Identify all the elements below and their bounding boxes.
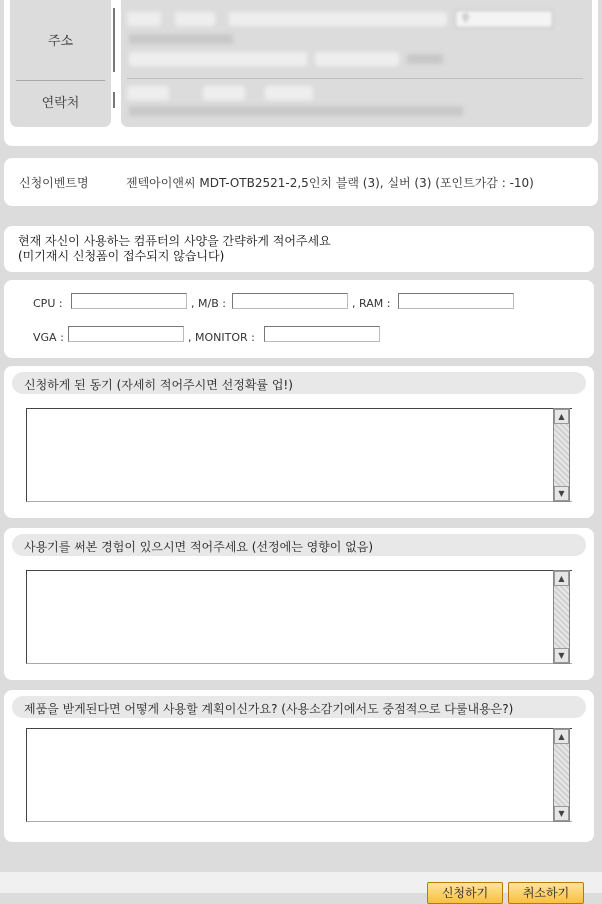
address-detail-field[interactable] bbox=[129, 52, 307, 66]
cpu-input[interactable] bbox=[71, 293, 187, 309]
label-divider bbox=[16, 80, 105, 81]
monitor-input[interactable] bbox=[264, 326, 380, 342]
cancel-button[interactable]: 취소하기 bbox=[508, 882, 584, 904]
arrow-down-icon[interactable]: ▼ bbox=[554, 806, 569, 821]
zipcode-field[interactable] bbox=[175, 12, 215, 26]
arrow-up-icon[interactable]: ▲ bbox=[554, 729, 569, 744]
experience-textarea[interactable] bbox=[26, 570, 572, 664]
question-header bbox=[12, 372, 586, 394]
address-labels-column bbox=[10, 0, 111, 127]
column-divider bbox=[113, 92, 115, 108]
contact-hint-text bbox=[129, 106, 463, 116]
address-detail-field[interactable] bbox=[315, 52, 399, 66]
cpu-label: CPU : bbox=[33, 297, 63, 310]
address-label: 주소 bbox=[47, 34, 74, 49]
phone-field[interactable] bbox=[203, 86, 245, 100]
textarea-scrollbar[interactable] bbox=[553, 570, 570, 664]
vga-label: VGA : bbox=[33, 331, 64, 344]
spec-intro-line1: 현재 자신이 사용하는 컴퓨터의 사양을 간략하게 적어주세요 bbox=[18, 234, 331, 248]
question-label: 제품을 받게된다면 어떻게 사용할 계획이신가요? (사용소감기에서도 중점적으로 다룰내용은?) bbox=[24, 702, 514, 716]
textarea-scrollbar[interactable] bbox=[553, 728, 570, 822]
ram-label: , RAM : bbox=[352, 297, 391, 310]
motivation-textarea[interactable] bbox=[26, 408, 572, 502]
address-fields-area bbox=[121, 0, 592, 127]
address-search-button[interactable] bbox=[455, 10, 553, 28]
magnifier-icon: ⚲ bbox=[462, 13, 470, 24]
pc-spec-box bbox=[4, 280, 594, 358]
question-header bbox=[12, 696, 586, 718]
monitor-label: , MONITOR : bbox=[188, 331, 255, 344]
phone-field[interactable] bbox=[265, 86, 313, 100]
arrow-down-icon[interactable]: ▼ bbox=[554, 648, 569, 663]
field-divider bbox=[127, 78, 583, 79]
arrow-down-icon[interactable]: ▼ bbox=[554, 486, 569, 501]
question-usage-plan-box bbox=[4, 690, 594, 842]
vga-input[interactable] bbox=[68, 326, 184, 342]
question-label: 사용기를 써본 경험이 있으시면 적어주세요 (선정에는 영향이 없음) bbox=[24, 540, 374, 554]
contact-label: 연락처 bbox=[41, 96, 80, 111]
usage-plan-textarea[interactable] bbox=[26, 728, 572, 822]
mb-label: , M/B : bbox=[191, 297, 226, 310]
address-line-field[interactable] bbox=[229, 12, 447, 26]
submit-button[interactable]: 신청하기 bbox=[427, 882, 503, 904]
column-divider bbox=[113, 8, 115, 72]
address-contact-section bbox=[4, 0, 598, 146]
phone-field[interactable] bbox=[127, 86, 169, 100]
arrow-up-icon[interactable]: ▲ bbox=[554, 409, 569, 424]
spec-intro-box bbox=[4, 226, 594, 272]
arrow-up-icon[interactable]: ▲ bbox=[554, 571, 569, 586]
question-motivation-box bbox=[4, 366, 594, 518]
spec-intro-line2: (미기재시 신청폼이 접수되지 않습니다) bbox=[18, 249, 225, 263]
question-header bbox=[12, 534, 586, 556]
question-experience-box bbox=[4, 528, 594, 680]
textarea-scrollbar[interactable] bbox=[553, 408, 570, 502]
address-note-text bbox=[407, 54, 443, 64]
zipcode-field[interactable] bbox=[127, 12, 161, 26]
ram-input[interactable] bbox=[398, 293, 514, 309]
event-value: 젠텍아이앤씨 MDT-OTB2521-2,5인치 블랙 (3), 실버 (3) (포인트가감 : -10) bbox=[126, 176, 534, 190]
question-label: 신청하게 된 동기 (자세히 적어주시면 선정확률 업!) bbox=[24, 378, 293, 392]
mb-input[interactable] bbox=[232, 293, 348, 309]
event-label: 신청이벤트명 bbox=[19, 176, 89, 190]
event-name-row bbox=[4, 158, 598, 206]
address-hint-text bbox=[129, 34, 233, 44]
